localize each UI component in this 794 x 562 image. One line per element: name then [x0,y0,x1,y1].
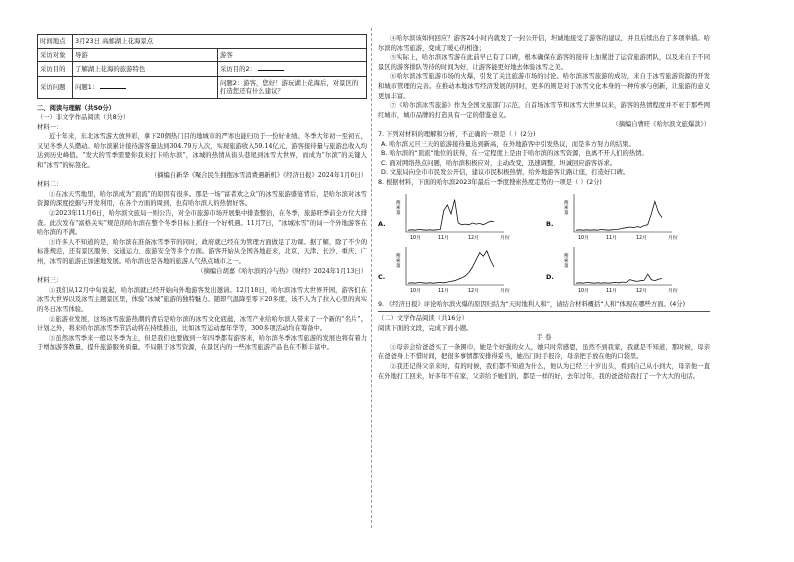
subsection-2-intro: 阅读下面的文段，完成下面小题。 [378,324,473,332]
section-2-title: 二、阅读与理解（共50分） [37,104,116,112]
right-p5: ⑤实际上，哈尔滨冰雪游在此前早已有了口碑，根本确保在游客的接待上加紧进了运营旅游团队，以及来自于不同景区的游客排队等待的时间为好，让游客能更好地去体验冰雪之美。 [378,54,710,71]
question-8: 8. 根据材料，下面的哈尔滨2023年最后一季度搜索热度走势的一项是（ ）(2分) [378,178,602,186]
chart-tick-label: 12月 [636,288,647,294]
chart-tick-label: 月份 [668,288,678,294]
chart-svg-d [560,245,680,303]
chart-series-line [408,199,494,230]
chart-tick-label: 月份 [668,235,678,241]
chart-tick-label: 月份 [500,288,510,294]
purpose-2-label: 采访目的2： [220,65,257,73]
chart-tick-label: 10月 [410,288,421,294]
question-2: 问题2：游客，您好！游玩湖上花海后，对景区的打造您还有什么建议？ [218,76,367,98]
object-tourist: 游客 [218,48,367,62]
question-7: 7. 下列对材料的理解和分析，不正确的一项是（ ）(2分) [378,130,536,138]
chart-b [560,192,680,244]
material-2-title: 材料二： [37,181,63,189]
chart-tick-label: 11月 [438,235,449,241]
material-3-p3a: ③虽然冰雪季来一般以冬季为主，但是我们也要做到一年四季都有游客来，哈尔滨冬季冰雪旅游的发展也将有着力于增加游客数量，提升旅游服务质量。 [37,334,367,352]
material-3-p1: ①我们从12月中旬说起，哈尔滨就已经开始向外地游客发出邀请。12月18日，哈尔滨冰雪大世界开园，游客们在冰雪大世界以及冰雪主题景区里，体验“冰城”旅游的独特魅力。随即气温降至零下20多度，该不人为了拉入心里的真实的冬日冰雪体验。 [37,286,367,313]
left-column [37,34,367,353]
chart-label-c: C. [378,272,386,281]
chart-series-line [576,274,662,283]
chart-tick-label: 12月 [468,288,479,294]
material-2-p3: ③许多人不知道的是，哈尔滨在准备冰雪季节的同时，政府就已经在为管理方面做足了功课。据了解，除了不少的标准规范，还有景区服务、交通运力、旅游安全等多个方面。游客开始从全国各地赶来，北京、天津、长沙、重庆、广州，冰雪的旅游正加速地发展。哈尔滨也是各地的旅游人气热点城市之一。 [37,238,367,265]
material-1-source: （摘编自新华《聚合民生拥抱冰雪消费遇新机》《经济日报》2024年1月6日） [150,171,367,179]
material-3-p3b: 不局限于冰雪资源，在景区内的一些冰雪旅游产品也在不断丰富中。 [144,344,333,352]
material-3-p3 [37,334,367,353]
right-column [378,34,710,381]
right-p4: ④哈尔滨该如何回应？游客24小时内就发了一封公开信，坦诚地接受了游客的建议，并且后续出台了多项举措。哈尔滨的冰雪旅游，变成了暖心的相逢； [378,35,710,52]
row-label-purpose: 采访目的 [38,62,73,77]
q7-option-b: B. 哈尔滨的“顶流”地位的获得，在一定程度上是由于哈尔滨的冰雪资源，也离不开人们的热情。 [381,150,648,158]
chart-tick-label: 10月 [578,288,589,294]
material-2-p2 [37,209,367,238]
chart-tick-label: 11月 [606,235,617,241]
material-1-text: 近十年来，东北冰雪游大放异彩，拿下20個热门目的地城市的严寒也能归功于一份好业绩。冬季大年初一至初五，又见冬季人头攒动。哈尔滨累计接待游客量达到304.79万人次，实现旅游收入59.14亿元，游客接待量与旅游总收入均达到历史峰值。“发大的雪季需要你我来打卡哈尔滨”，冰城的热情从街头巷尾到冰雪大世界，而成为“尔滨”的关键人和“冰雪”的标签化。 [37,133,367,170]
passage-p1: ①母亲会给爸爸买了一条围巾，她是个好强的女人，她只时常感恩，虽然不到我家，我就是不知道，那时候，母亲在爸爸身上不惜时间，把很多事情都安排得妥当，她出门时手很冷，母亲把手放在他的口袋里。 [378,343,710,361]
time-place-value: 3月23日 高邮湖上花海景点 [73,35,367,49]
material-1-title: 材料一： [37,123,63,131]
chart-ylabel: 搜索量 [396,253,401,269]
chart-ylabel: 搜索量 [564,253,569,269]
chart-svg-b [560,192,680,250]
chart-label-b: B. [546,219,554,228]
material-2-p2a: ②2023年11月6日，哈尔滨文旅局一则公告，对全市旅游市场开展集中排查整治，在冬季，旅游旺季前全方位大排查。此次发布“富格关 [37,210,367,227]
purpose-1: 了解湖上花海的旅游特色 [73,62,218,77]
chart-d [560,245,680,297]
purpose-2-blank [258,64,284,71]
q8-charts [378,190,710,298]
question-1-label: 问题1： [75,83,99,92]
row-label-question: 采访问题 [38,76,73,98]
interview-table [37,34,367,99]
passage-p2: ②我还记得父亲来时，有的时候，我们都不知道为什么，他认为已经三十岁出头，看到自己从小到大，母亲他一直在外地打工回来，好多年不在家，父亲给予她们的，都是一样的好，去年过年，我的爸爸给我打了一个大大的电话。 [378,363,710,380]
material-2-p1: ①在冰天雪地里，哈尔滨成为“顶流”的原因有很多。那是一场“富者欢之众”的冰雪旅游盛宴背后，是哈尔滨对冰雪资源的深度挖掘与开发利用，在各个方面的周到，也有哈尔滨人的热情好客。 [37,190,367,208]
row-label-time: 时间地点 [38,35,73,49]
chart-tick-label: 10月 [578,235,589,241]
question-1 [73,76,218,98]
answer-line [378,311,710,312]
material-2-p2b: 实”规范的哈尔滨在整个冬季目标上抓住一个好机遇。11月7日，“冰城冰雪”的词一个外地游客在哈尔滨的不满。 [37,219,367,237]
q7-option-c: C. 面对网络热点问题，哈尔滨积极应对，主动改变，迅速调整，坦诚回应游客诉求。 [381,159,617,167]
q7-option-d: D. 文旅局向全市市民发公开信，建议市民积极热情，给外地游客让路让座，打造好口碑。 [381,169,630,177]
chart-a [392,192,512,244]
material-2-source: （摘编自胡嘉《哈尔滨的冷与热》《财经》2024年1月13日） [197,267,367,275]
material-3-title: 材料三： [37,277,63,285]
right-p7: ⑦《哈尔滨冰雪旅游》作为全国文旅部门示范，自首场冰雪节和冰雪大世界以来，游客的热情程度并不亚于那些网红城市，城市品牌的打造具有一定的借鉴意义。 [378,102,710,119]
subsection-2-title: （二）文学作品阅读（共16分） [378,315,468,323]
object-guide: 导游 [73,48,218,62]
chart-label-a: A. [378,219,386,228]
chart-series-line [408,250,494,282]
question-9: 9. 《经济日报》评论哈尔滨火爆的原因归结为“天时地利人和”，请结合材料概括“人和”体现在哪些方面。(4分) [378,300,686,308]
chart-svg-a [392,192,512,250]
passage-title: 手 卷 [536,333,552,342]
chart-ylabel: 搜索量 [564,200,569,216]
chart-tick-label: 11月 [606,288,617,294]
chart-tick-label: 10月 [410,235,421,241]
chart-axes [406,247,504,285]
question-1-blank [100,82,126,89]
column-divider [371,28,372,528]
chart-axes [574,194,672,232]
chart-tick-label: 11月 [438,288,449,294]
chart-label-d: D. [546,272,554,281]
material-3-p2: ②旅游业发展，这场冰雪旅游热潮的背后是哈尔滨的冰雪文化底蕴，冰雪产业给哈尔滨人带来了一个新的“名片”。计划之外，将来哈尔滨冰雪季节活动将在持续推出，比如冰雪运动嘉年华等，300多项活动均在筹备中。 [37,315,367,333]
row-label-object: 采访对象 [38,48,73,62]
chart-tick-label: 月份 [500,235,510,241]
chart-ylabel: 搜索量 [396,200,401,216]
q7-option-a: A. 哈尔滨元旦三天的旅游接待量达到新高，在外地游客中引发热议，而是多方努力的结果。 [381,140,635,148]
chart-tick-label: 12月 [636,235,647,241]
right-source: （摘编自曹旺《哈尔滨文旅爆款》） [612,121,710,129]
right-p6: ⑥哈尔滨冰雪旅游市场的火爆，引发了关注旅游市场的讨论。哈尔滨冰雪旅游的成功，来自于冰雪旅游资源的开发和城市管理的完善。在推动本地冰雪经济发展的同时，更多的则是对于冰雪文化本身的一种传承与创新，让旅游的意义更加丰富。 [378,73,710,100]
chart-c [392,245,512,297]
chart-series-line [576,201,662,230]
chart-svg-c [392,245,512,303]
subsection-1-title: （一）非文学作品阅读（共8分） [37,114,130,122]
purpose-2 [218,62,367,77]
chart-tick-label: 12月 [468,235,479,241]
